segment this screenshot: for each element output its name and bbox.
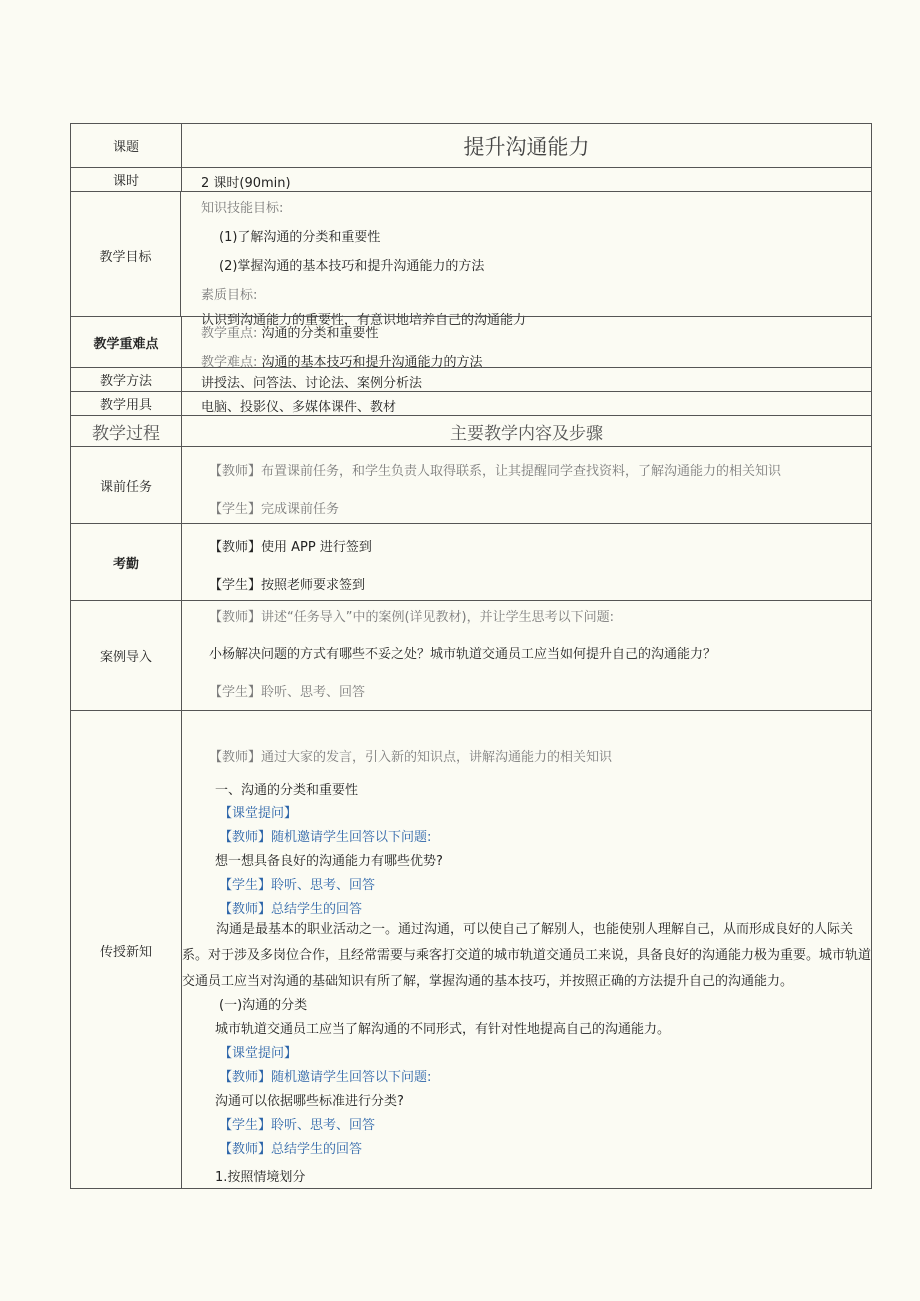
nk-teacher-prompt: 【教师】随机邀请学生回答以下问题: <box>219 830 432 845</box>
attendance-label: 考勤 <box>71 524 182 600</box>
nk-teacher-summary: 【教师】总结学生的回答 <box>219 1142 363 1157</box>
focus-line <box>201 322 379 341</box>
row-topic <box>71 124 871 167</box>
nk-teacher-summary: 【教师】总结学生的回答 <box>219 902 363 917</box>
nk-intro: 【教师】通过大家的发言，引入新的知识点，讲解沟通能力的相关知识 <box>209 750 613 765</box>
nk-teacher-prompt: 【教师】随机邀请学生回答以下问题: <box>219 1070 432 1085</box>
row-process-header <box>71 415 871 446</box>
row-keypoints <box>71 316 871 370</box>
pre-task-label: 课前任务 <box>71 447 182 523</box>
process-label: 教学过程 <box>71 416 182 446</box>
nk-list-item: 1.按照情境划分 <box>215 1170 306 1185</box>
difficulty-prefix: 教学难点: <box>201 355 258 370</box>
pre-task-teacher: 【教师】布置课前任务，和学生负责人取得联系，让其提醒同学查找资料，了解沟通能力的相关知识 <box>209 464 782 479</box>
lesson-plan-table <box>70 123 872 1189</box>
focus-text: 沟通的分类和重要性 <box>261 326 379 341</box>
nk-question-tag: 【课堂提问】 <box>219 1046 298 1061</box>
row-goals <box>71 191 871 328</box>
nk-student-response: 【学生】聆听、思考、回答 <box>219 1118 376 1133</box>
knowledge-item: (1)了解沟通的分类和重要性 <box>219 230 381 245</box>
focus-prefix: 教学重点: <box>201 326 258 341</box>
tools-value: 电脑、投影仪、多媒体课件、教材 <box>201 400 397 415</box>
case-question: 小杨解决问题的方式有哪些不妥之处？城市轨道交通员工应当如何提升自己的沟通能力？ <box>209 647 717 662</box>
difficulty-text: 沟通的基本技巧和提升沟通能力的方法 <box>261 355 483 370</box>
nk-subsection-text: 城市轨道交通员工应当了解沟通的不同形式，有针对性地提高自己的沟通能力。 <box>215 1022 671 1037</box>
pre-task-student: 【学生】完成课前任务 <box>209 502 340 517</box>
methods-value: 讲授法、问答法、讨论法、案例分析法 <box>201 376 423 391</box>
row-hours <box>71 167 871 191</box>
nk-paragraph: 沟通是最基本的职业活动之一。通过沟通，可以使自己了解别人，也能使别人理解自己，从而形成良好的人际关系。对于涉及多岗位合作，且经常需要与乘客打交道的城市轨道交通员工来说，具备良好的沟通能力极为重要。城市轨道交通员工应当对沟通的基础知识有所了解，掌握沟通的基本技巧，并按照正确的方法提升自己的沟通能力。 <box>182 922 872 989</box>
methods-label: 教学方法 <box>71 368 182 391</box>
nk-question-tag: 【课堂提问】 <box>219 806 298 821</box>
hours-label: 课时 <box>71 168 182 191</box>
nk-question: 想一想具备良好的沟通能力有哪些优势? <box>215 854 443 869</box>
goals-label: 教学目标 <box>71 192 181 316</box>
nk-student-response: 【学生】聆听、思考、回答 <box>219 878 376 893</box>
keypoints-label: 教学重难点 <box>71 317 182 367</box>
nk-section-heading: 一、沟通的分类和重要性 <box>215 783 359 798</box>
row-tools <box>71 391 871 415</box>
attendance-teacher: 【教师】使用 APP 进行签到 <box>209 540 372 555</box>
process-heading: 主要教学内容及步骤 <box>450 423 603 444</box>
row-pre-task <box>71 446 871 523</box>
topic-title: 提升沟通能力 <box>463 134 590 159</box>
quality-heading: 素质目标: <box>201 288 258 303</box>
tools-label: 教学用具 <box>71 392 182 415</box>
row-new-knowledge <box>71 710 871 1189</box>
new-knowledge-label: 传授新知 <box>71 711 182 1189</box>
case-teacher: 【教师】讲述“任务导入”中的案例(详见教材)，并让学生思考以下问题: <box>209 610 614 625</box>
nk-question: 沟通可以依据哪些标准进行分类? <box>215 1094 404 1109</box>
row-attendance <box>71 523 871 600</box>
knowledge-item: (2)掌握沟通的基本技巧和提升沟通能力的方法 <box>219 259 485 274</box>
topic-label: 课题 <box>71 124 182 167</box>
row-methods <box>71 367 871 391</box>
quality-item: 认识到沟通能力的重要性，有意识地培养自己的沟通能力 <box>201 313 527 328</box>
case-intro-label: 案例导入 <box>71 601 182 710</box>
attendance-student: 【学生】按照老师要求签到 <box>209 578 366 593</box>
case-student: 【学生】聆听、思考、回答 <box>209 685 366 700</box>
knowledge-heading: 知识技能目标: <box>201 201 284 216</box>
row-case-intro <box>71 600 871 710</box>
nk-subsection-heading: (一)沟通的分类 <box>219 998 308 1013</box>
hours-value: 2 课时(90min) <box>201 176 291 191</box>
